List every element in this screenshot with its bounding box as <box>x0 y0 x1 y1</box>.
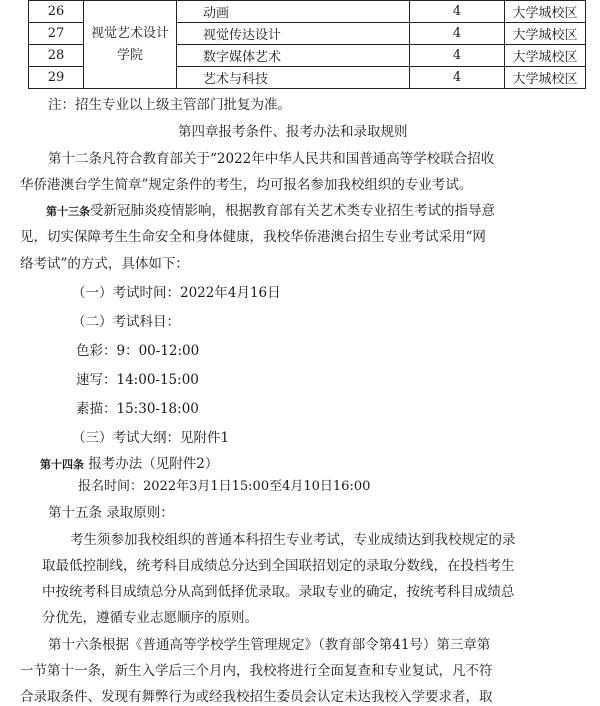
table-note: 注：招生专业以上级主管部门批复为准。 <box>48 97 291 113</box>
campus-cell: 大学城校区 <box>505 67 586 89</box>
major-cell: 视觉传达设计 <box>177 23 410 45</box>
article-14-text: 报考办法（见附件2） <box>88 456 219 472</box>
chapter-title: 第四章报考条件、报考办法和录取规则 <box>178 124 408 140</box>
row-number: 27 <box>29 23 84 45</box>
row-number: 28 <box>29 45 84 67</box>
row-number: 26 <box>29 1 84 23</box>
article-13-line1 <box>46 203 495 220</box>
exam-subjects: （二）考试科目： <box>72 314 180 330</box>
registration-time: 报名时间：2022年3月1日15:00至4月10日16:00 <box>78 479 371 494</box>
article-15-line1: 考生须参加我校组织的普通本科招生专业考试，专业成绩达到我校规定的录 <box>70 532 516 548</box>
major-cell: 动画 <box>177 1 410 23</box>
article-15-line3: 中按统考科目成绩总分从高到低择优录取。录取专业的确定，按统考科目成绩总 <box>42 584 515 600</box>
years-cell: 4 <box>410 67 505 89</box>
table-row <box>29 1 586 23</box>
row-number: 29 <box>29 67 84 89</box>
subject-sketch: 速写：14:00-15:00 <box>76 372 199 388</box>
major-table <box>28 0 586 89</box>
article-14 <box>40 456 218 473</box>
college-name: 视觉艺术设计学院 <box>90 25 169 63</box>
major-cell: 数字媒体艺术 <box>177 45 410 67</box>
years-cell: 4 <box>410 23 505 45</box>
article-13-text: 受新冠肺炎疫情影响，根据教育部有关艺术类专业招生考试的指导意 <box>90 203 495 219</box>
article-16-line2: 一节第十一条，新生入学后三个月内，我校将进行全面复查和专业复试，凡不符 <box>20 663 493 679</box>
subject-color: 色彩：9：00-12:00 <box>76 343 200 359</box>
college-cell <box>84 1 177 89</box>
years-cell: 4 <box>410 1 505 23</box>
major-cell: 艺术与科技 <box>177 67 410 89</box>
campus-cell: 大学城校区 <box>505 23 586 45</box>
years-cell: 4 <box>410 45 505 67</box>
article-15: 第十五条 录取原则： <box>48 505 174 521</box>
article-13-label: 第十三条 <box>46 205 90 218</box>
campus-cell: 大学城校区 <box>505 1 586 23</box>
exam-time: （一）考试时间：2022年4月16日 <box>72 285 281 301</box>
article-16-line3: 合录取条件、发现有舞弊行为或经我校招生委员会认定未达我校入学要求者，取 <box>20 689 493 705</box>
article-15-line2: 取最低控制线，统考科目成绩总分达到全国联招划定的录取分数线，在投档考生 <box>42 558 515 574</box>
article-16-line1: 第十六条根据《普通高等学校学生管理规定》（教育部令第41号）第三章第 <box>48 637 491 653</box>
article-15-line4: 分优先，遵循专业志愿顺序的原则。 <box>42 610 258 626</box>
campus-cell: 大学城校区 <box>505 45 586 67</box>
article-13-line2: 见，切实保障考生生命安全和身体健康，我校华侨港澳台招生专业考试采用“网 <box>20 229 486 245</box>
article-14-label: 第十四条 <box>40 458 84 471</box>
article-13-line3: 络考试”的方式，具体如下： <box>20 256 189 272</box>
exam-outline: （三）考试大纲：见附件1 <box>72 430 230 446</box>
subject-drawing: 素描：15:30-18:00 <box>76 401 199 417</box>
article-12-line1: 第十二条凡符合教育部关于“2022年中华人民共和国普通高等学校联合招收 <box>48 151 495 167</box>
article-12-line2: 华侨港澳台学生简章”规定条件的考生，均可报名参加我校组织的专业考试。 <box>20 177 473 193</box>
